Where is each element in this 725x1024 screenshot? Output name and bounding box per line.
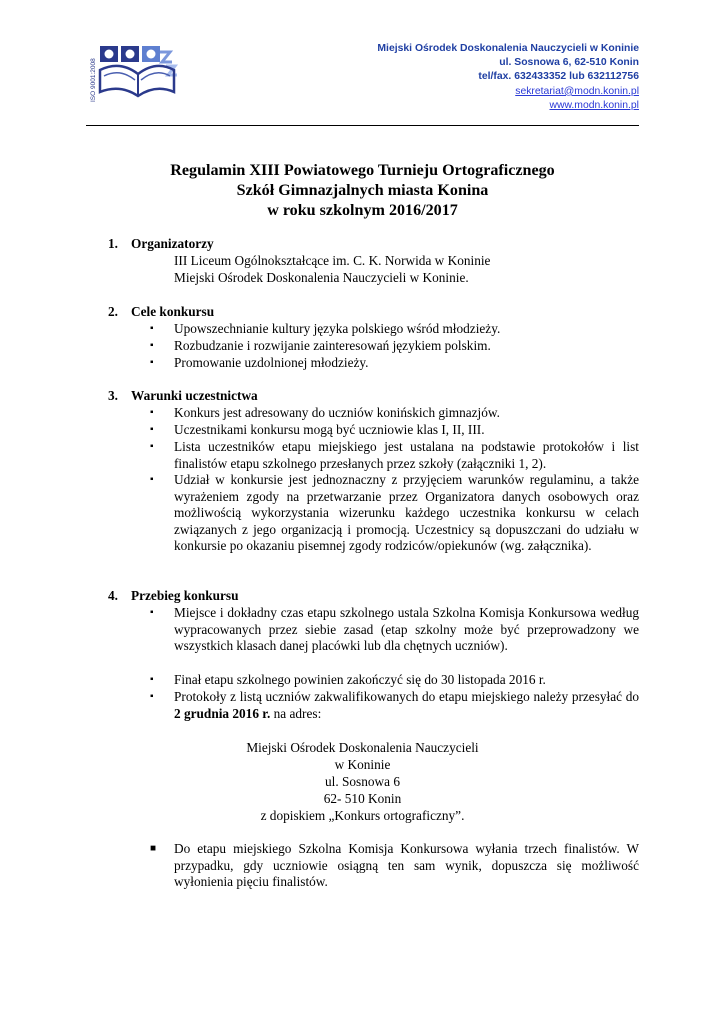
document-title [0, 161, 725, 221]
header-divider [86, 125, 639, 126]
iso-logo-text: ISO 9001:2008 [90, 58, 97, 102]
deadline-date: 2 grudnia 2016 r. [174, 705, 271, 721]
list-item: ▪ Miejsce i dokładny czas etapu szkolnego ustala Szkolna Komisja Konkursowa według wypracowanych przez siebie zasad (etap szkolny może być przeprowadzony we wszystkich klasach danej placówki lub dla chętnych uczniów). [150, 605, 639, 654]
section-number: 1. [108, 236, 118, 251]
list-item: ▪ Promowanie uzdolnionej młodzieży. [150, 355, 369, 370]
org-phone: tel/fax. 632433352 lub 632112756 [478, 71, 639, 83]
section-number: 4. [108, 588, 118, 603]
address-line: Miejski Ośrodek Doskonalenia Nauczycieli [246, 740, 479, 755]
contact-block [377, 42, 639, 113]
title-line-3: w roku szkolnym 2016/2017 [267, 202, 458, 219]
email-link[interactable]: sekretariat@modn.konin.pl [515, 85, 639, 97]
title-line-2: Szkół Gimnazjalnych miasta Konina [236, 182, 489, 199]
address-line: z dopiskiem „Konkurs ortograficzny”. [260, 808, 465, 823]
organizer-line: III Liceum Ogólnokształcące im. C. K. Norwida w Koninie [174, 253, 491, 268]
title-line-1: Regulamin XIII Powiatowego Turnieju Ortograficznego [170, 162, 555, 179]
org-address: ul. Sosnowa 6, 62-510 Konin [499, 57, 639, 69]
list-item: ▪ Udział w konkursie jest jednoznaczny z przyjęciem warunków regulaminu, a także wyrażeniem zgody na przetwarzanie przez Organizatora danych osobowych oraz możliwością wykorzystania wizerunku każdego uczestnika konkursu w celach związanych z jego organizacją i promocją. Uczestnicy są dopuszczani do udziału w konkursie po okazaniu pisemnej zgody rodziców/opiekunów (wg. załącznika). [150, 472, 639, 554]
letterhead [0, 0, 725, 128]
section-heading: Warunki uczestnictwa [131, 388, 258, 403]
list-item: ▪ Upowszechnianie kultury języka polskiego wśród młodzieży. [150, 321, 501, 336]
section-number: 3. [108, 388, 118, 403]
org-name: Miejski Ośrodek Doskonalenia Nauczycieli w Koninie [377, 43, 639, 54]
list-item: ▪ Protokoły z listą uczniów zakwalifikowanych do etapu miejskiego należy przesyłać do 2 grudnia 2016 r. na adres: [150, 689, 639, 721]
address-line: ul. Sosnowa 6 [325, 774, 400, 789]
list-item: ■ Do etapu miejskiego Szkolna Komisja Konkursowa wyłania trzech finalistów. W przypadku, gdy uczniowie osiągną ten sam wynik, dopuszcza się możliwość wyłonienia pięciu finalistów. [150, 841, 639, 890]
modn-logo [86, 40, 184, 110]
list-item: ▪ Finał etapu szkolnego powinien zakończyć się do 30 listopada 2016 r. [150, 672, 546, 687]
list-item: ▪ Rozbudzanie i rozwijanie zainteresowań językiem polskim. [150, 338, 491, 353]
list-item: ▪ Konkurs jest adresowany do uczniów konińskich gimnazjów. [150, 405, 500, 420]
list-item: ▪ Lista uczestników etapu miejskiego jest ustalana na podstawie protokołów i list finalistów etapu szkolnego przesłanych przez szkoły (załączniki 1, 2). [150, 439, 639, 471]
website-link[interactable]: www.modn.konin.pl [549, 99, 639, 111]
section-heading: Organizatorzy [131, 236, 214, 251]
organizer-line: Miejski Ośrodek Doskonalenia Nauczycieli w Koninie. [174, 270, 469, 285]
section-heading: Cele konkursu [131, 304, 215, 319]
list-item: ▪ Uczestnikami konkursu mogą być uczniowie klas I, II, III. [150, 422, 485, 437]
address-line: w Koninie [334, 757, 391, 772]
address-line: 62- 510 Konin [323, 791, 402, 806]
section-number: 2. [108, 304, 118, 319]
section-heading: Przebieg konkursu [131, 588, 239, 603]
